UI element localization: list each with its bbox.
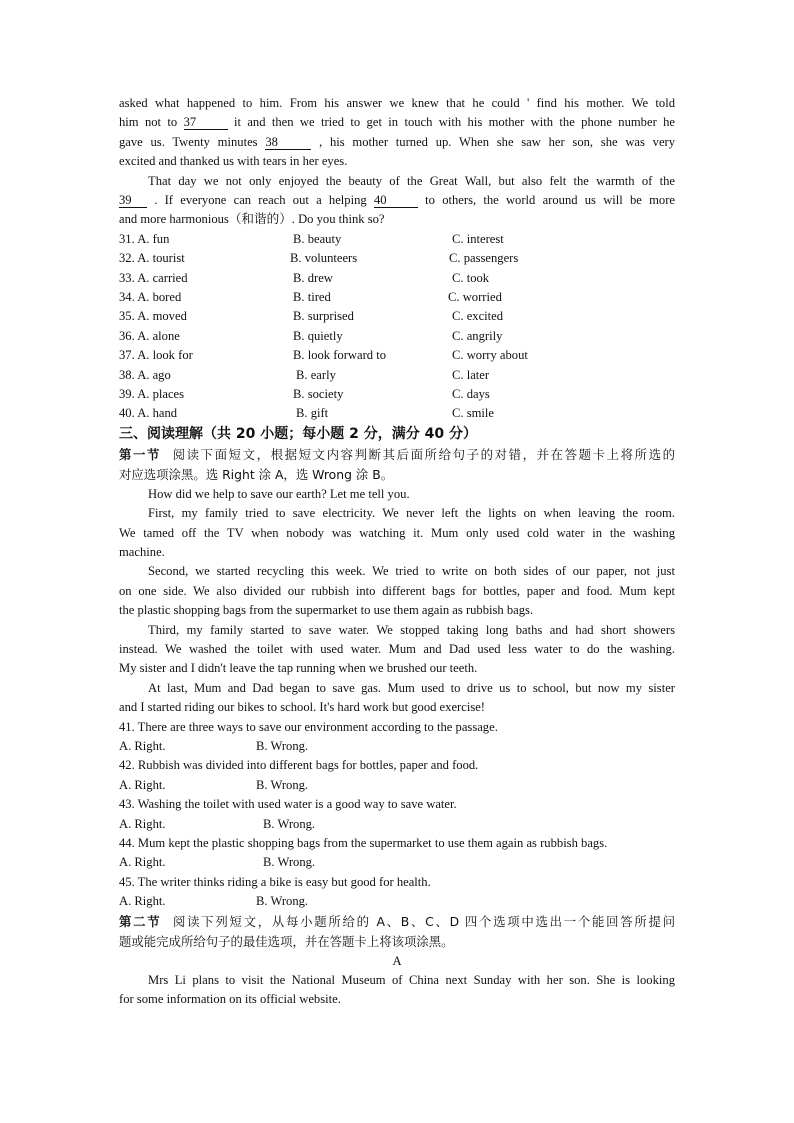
part1-instructions: 第一节 阅读下面短文，根据短文内容判断其后面所给句子的对错，并在答题卡上将所选的	[119, 446, 676, 462]
option-text: B. surprised	[293, 309, 354, 324]
answer-row	[119, 815, 675, 834]
option-row	[119, 346, 675, 365]
passage-line: That day we not only enjoyed the beauty of the Great Wall, but also felt the warmth of the	[148, 173, 675, 188]
exam-page	[119, 94, 675, 1010]
option-text: C. later	[452, 367, 490, 382]
option-row	[119, 288, 675, 307]
option-text: B. early	[296, 367, 336, 382]
option-text: 36. A. alone	[119, 328, 180, 343]
answer-row	[119, 892, 675, 911]
question-43: 43. Washing the toilet with used water is a good way to save water.	[119, 797, 457, 812]
blank-40: 40	[374, 194, 418, 208]
option-text: 33. A. carried	[119, 270, 188, 285]
option-text: 31. A. fun	[119, 231, 170, 246]
option-row	[119, 230, 675, 249]
option-text: B. gift	[296, 406, 329, 421]
option-text: B. volunteers	[290, 251, 358, 266]
option-text: C. passengers	[449, 251, 519, 266]
option-text: B. beauty	[293, 231, 342, 246]
option-text: 38. A. ago	[119, 367, 171, 382]
cloze-options	[119, 230, 675, 424]
answer-row	[119, 853, 675, 872]
option-row	[119, 249, 675, 268]
passage-line: for some information on its official website.	[119, 992, 341, 1007]
option-text: B. society	[293, 386, 344, 401]
blank-39: 39	[119, 194, 147, 208]
passage-line: How did we help to save our earth? Let me tell you.	[148, 486, 410, 501]
option-text: A. Right.	[119, 777, 166, 792]
option-text: B. drew	[293, 270, 333, 285]
part2-instructions-2: 题或能完成所给句子的最佳选项，并在答题卡上将该项涂黑。	[119, 933, 454, 949]
passage-line: machine.	[119, 544, 165, 559]
option-text: 39. A. places	[119, 386, 185, 401]
passage-line: First, my family tried to save electricity. We never left the lights on when leaving the room.	[148, 506, 675, 521]
option-row	[119, 327, 675, 346]
option-text: A. Right.	[119, 739, 166, 754]
option-text: 34. A. bored	[119, 290, 182, 305]
passage-line: excited and thanked us with tears in her eyes.	[119, 154, 348, 169]
section-heading: 三、阅读理解（共 20 小题；每小题 2 分，满分 40 分）	[119, 425, 477, 442]
option-text: C. days	[452, 386, 490, 401]
option-text: C. worry about	[452, 348, 528, 363]
part2-instructions: 第二节 阅读下列短文，从每小题所给的 A、B、C、D 四个选项中选出一个能回答所提问	[119, 913, 675, 929]
passage-label: A	[392, 953, 402, 968]
blank-37: 37	[184, 116, 228, 130]
option-row	[119, 269, 675, 288]
option-text: B. quietly	[293, 328, 343, 343]
passage-line: him not to 37 it and then we tried to get in touch with his mother with the phone number he	[119, 115, 676, 130]
option-text: B. Wrong.	[256, 777, 309, 792]
question-42: 42. Rubbish was divided into different bags for bottles, paper and food.	[119, 758, 479, 773]
part1-instructions-2: 对应选项涂黑。选 Right 涂 A，选 Wrong 涂 B。	[119, 466, 394, 482]
option-row	[119, 307, 675, 326]
part2-label: 第二节	[119, 913, 162, 929]
option-text: C. smile	[452, 406, 494, 421]
answer-row	[119, 776, 675, 795]
option-text: 32. A. tourist	[119, 251, 185, 266]
passage-line: on one side. We also divided our rubbish into different bags for bottles, paper and food. Mum kept	[119, 583, 675, 598]
option-text: B. tired	[293, 290, 331, 305]
option-text: 40. A. hand	[119, 406, 178, 421]
option-text: B. look forward to	[293, 348, 387, 363]
passage-line: the plastic shopping bags from the supermarket to use them again as rubbish bags.	[119, 603, 534, 618]
question-45: 45. The writer thinks riding a bike is easy but good for health.	[119, 874, 431, 889]
option-text: A. Right.	[119, 855, 166, 870]
option-text: C. worried	[448, 290, 502, 305]
part1-label: 第一节	[119, 446, 162, 462]
option-text: C. took	[452, 270, 490, 285]
passage-line: and more harmonious（和谐的）. Do you think so?	[119, 212, 385, 227]
option-text: B. Wrong.	[263, 855, 316, 870]
answer-row	[119, 737, 675, 756]
option-text: 35. A. moved	[119, 309, 187, 324]
blank-38: 38	[265, 136, 311, 150]
option-row	[119, 404, 675, 423]
option-text: C. interest	[452, 231, 504, 246]
passage-line: At last, Mum and Dad began to save gas. Mum used to drive us to school, but now my sister	[148, 680, 675, 695]
true-false-questions	[119, 718, 675, 912]
passage-line: and I started riding our bikes to school. It's hard work but good exercise!	[119, 700, 485, 715]
question-41: 41. There are three ways to save our environment according to the passage.	[119, 719, 498, 734]
passage-line: Second, we started recycling this week. We tried to write on both sides of our paper, not just	[148, 564, 675, 579]
passage-line: instead. We washed the toilet with used water. Mum and Dad used less water to do the washing.	[119, 642, 675, 656]
option-text: A. Right.	[119, 894, 166, 909]
passage-line: 39 . If everyone can reach out a helping 40 to others, the world around us will be more	[119, 193, 675, 208]
option-row	[119, 366, 675, 385]
passage-line: We tamed off the TV when nobody was watching it. Mum only used cold water in the washing	[119, 525, 675, 540]
option-text: A. Right.	[119, 816, 166, 831]
option-text: B. Wrong.	[256, 739, 309, 754]
passage-line: Third, my family started to save water. We stopped taking long baths and had short showers	[148, 622, 675, 637]
passage-line: asked what happened to him. From his answer we knew that he could ' find his mother. We told	[119, 96, 675, 110]
question-44: 44. Mum kept the plastic shopping bags from the supermarket to use them again as rubbish bags.	[119, 836, 608, 851]
option-row	[119, 385, 675, 404]
passage-line: Mrs Li plans to visit the National Museum of China next Sunday with her son. She is looking	[148, 973, 675, 988]
option-text: B. Wrong.	[263, 816, 316, 831]
option-text: C. angrily	[452, 328, 503, 343]
option-text: B. Wrong.	[256, 894, 309, 909]
option-text: 37. A. look for	[119, 348, 193, 363]
option-text: C. excited	[452, 309, 504, 324]
passage-line: gave us. Twenty minutes 38 , his mother turned up. When she saw her son, she was very	[119, 134, 676, 149]
passage-line: My sister and I didn't leave the tap running when we brushed our teeth.	[119, 661, 478, 676]
